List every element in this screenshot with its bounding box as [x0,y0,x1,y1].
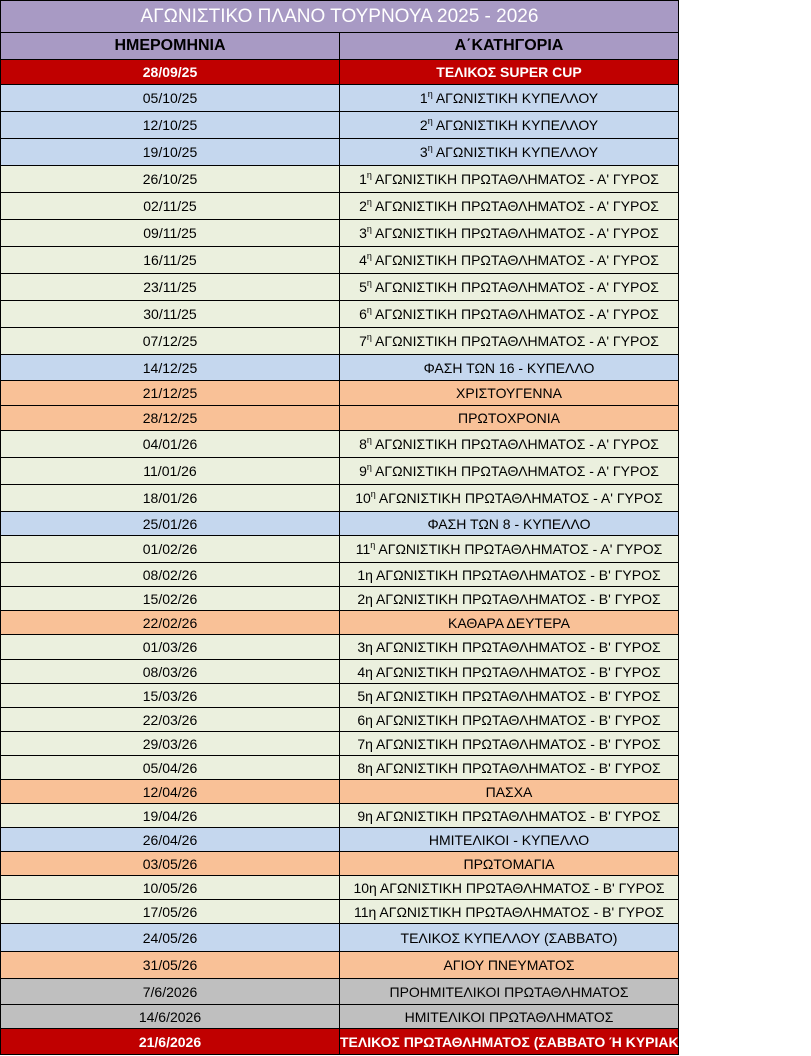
round-number: 3 [359,225,367,241]
round-number: 7 [359,333,367,349]
row-date: 05/10/25 [1,85,340,112]
row-date: 23/11/25 [1,274,340,301]
round-label: ΑΓΩΝΙΣΤΙΚΗ ΠΡΩΤΑΘΛΗΜΑΤΟΣ - Α' ΓΥΡΟΣ [371,198,659,214]
title-row [1,1,679,33]
row-date: 17/05/26 [1,900,340,924]
round-label: ΑΓΩΝΙΣΤΙΚΗ ΠΡΩΤΑΘΛΗΜΑΤΟΣ - Α' ΓΥΡΟΣ [371,436,659,452]
page-title: ΑΓΩΝΙΣΤΙΚΟ ΠΛΑΝΟ ΤΟΥΡΝΟΥΑ 2025 - 2026 [1,1,679,33]
row-event: ΠΡΩΤΟΜΑΓΙΑ [340,852,679,876]
row-event: 7η ΑΓΩΝΙΣΤΙΚΗ ΠΡΩΤΑΘΛΗΜΑΤΟΣ - Β' ΓΥΡΟΣ [340,732,679,756]
row-date: 28/12/25 [1,406,340,431]
row-event [340,220,679,247]
round-label: ΑΓΩΝΙΣΤΙΚΗ ΠΡΩΤΑΘΛΗΜΑΤΟΣ - Α' ΓΥΡΟΣ [375,541,663,557]
row-event: ΧΡΙΣΤΟΥΓΕΝΝΑ [340,381,679,406]
round-label: ΑΓΩΝΙΣΤΙΚΗ ΠΡΩΤΑΘΛΗΜΑΤΟΣ - Α' ΓΥΡΟΣ [371,225,659,241]
row-event: 2η ΑΓΩΝΙΣΤΙΚΗ ΠΡΩΤΑΘΛΗΜΑΤΟΣ - Β' ΓΥΡΟΣ [340,587,679,611]
round-label: ΑΓΩΝΙΣΤΙΚΗ ΚΥΠΕΛΛΟΥ [432,144,599,160]
table-row [1,828,679,852]
row-date: 03/05/26 [1,852,340,876]
table-row [1,876,679,900]
table-row [1,979,679,1005]
row-event: ΤΕΛΙΚΟΣ SUPER CUP [340,60,679,85]
table-row [1,247,679,274]
row-date: 19/10/25 [1,139,340,166]
row-date: 12/04/26 [1,780,340,804]
row-date: 16/11/25 [1,247,340,274]
round-label: ΑΓΩΝΙΣΤΙΚΗ ΠΡΩΤΑΘΛΗΜΑΤΟΣ - Α' ΓΥΡΟΣ [371,333,659,349]
row-event: 5η ΑΓΩΝΙΣΤΙΚΗ ΠΡΩΤΑΘΛΗΜΑΤΟΣ - Β' ΓΥΡΟΣ [340,684,679,708]
ordinal-suffix: η [366,251,372,261]
row-date: 26/04/26 [1,828,340,852]
round-label: ΑΓΩΝΙΣΤΙΚΗ ΠΡΩΤΑΘΛΗΜΑΤΟΣ - Α' ΓΥΡΟΣ [375,490,663,506]
table-row [1,635,679,660]
table-row [1,684,679,708]
table-row [1,220,679,247]
table-row [1,1029,679,1055]
round-label: ΑΓΩΝΙΣΤΙΚΗ ΠΡΩΤΑΘΛΗΜΑΤΟΣ - Α' ΓΥΡΟΣ [371,306,659,322]
row-date: 29/03/26 [1,732,340,756]
row-event: 10η ΑΓΩΝΙΣΤΙΚΗ ΠΡΩΤΑΘΛΗΜΑΤΟΣ - Β' ΓΥΡΟΣ [340,876,679,900]
row-event: 8η ΑΓΩΝΙΣΤΙΚΗ ΠΡΩΤΑΘΛΗΜΑΤΟΣ - Β' ΓΥΡΟΣ [340,756,679,780]
ordinal-suffix: η [366,332,372,342]
table-row [1,301,679,328]
row-date: 22/02/26 [1,611,340,635]
row-event: ΗΜΙΤΕΛΙΚΟΙ ΠΡΩΤΑΘΛΗΜΑΤΟΣ [340,1005,679,1029]
row-date: 02/11/25 [1,193,340,220]
round-label: ΑΓΩΝΙΣΤΙΚΗ ΚΥΠΕΛΛΟΥ [432,117,599,133]
table-row [1,139,679,166]
round-number: 9 [359,463,367,479]
row-event [340,328,679,355]
ordinal-suffix: η [427,143,433,153]
table-row [1,587,679,611]
row-event [340,485,679,512]
table-row [1,274,679,301]
row-date: 15/02/26 [1,587,340,611]
row-date: 10/05/26 [1,876,340,900]
table-row [1,1005,679,1029]
round-number: 3 [419,144,428,160]
row-date: 09/11/25 [1,220,340,247]
ordinal-suffix: η [427,89,433,99]
row-event [340,166,679,193]
row-event: 9η ΑΓΩΝΙΣΤΙΚΗ ΠΡΩΤΑΘΛΗΜΑΤΟΣ - Β' ΓΥΡΟΣ [340,804,679,828]
row-date: 24/05/26 [1,924,340,952]
row-date: 04/01/26 [1,431,340,458]
table-row [1,485,679,512]
ordinal-suffix: η [366,278,372,288]
table-row [1,804,679,828]
row-date: 21/12/25 [1,381,340,406]
row-event: ΠΡΩΤΟΧΡΟΝΙΑ [340,406,679,431]
round-number: 11 [355,541,371,557]
row-event: 1η ΑΓΩΝΙΣΤΙΚΗ ΠΡΩΤΑΘΛΗΜΑΤΟΣ - Β' ΓΥΡΟΣ [340,563,679,587]
table-row [1,355,679,381]
row-event: ΗΜΙΤΕΛΙΚΟΙ - ΚΥΠΕΛΛΟ [340,828,679,852]
table-row [1,328,679,355]
row-date: 15/03/26 [1,684,340,708]
round-number: 6 [359,306,367,322]
row-date: 22/03/26 [1,708,340,732]
row-event: ΦΑΣΗ ΤΩΝ 8 - ΚΥΠΕΛΛΟ [340,512,679,536]
ordinal-suffix: η [366,462,372,472]
table-row [1,406,679,431]
row-event: ΤΕΛΙΚΟΣ ΠΡΩΤΑΘΛΗΜΑΤΟΣ (ΣΑΒΒΑΤΟ Ή ΚΥΡΙΑΚΗ) - ΤΕΛΕΤΗ ΛΗΞΗΣ [340,1029,679,1055]
table-row [1,732,679,756]
table-row [1,660,679,684]
ordinal-suffix: η [366,170,372,180]
round-label: ΑΓΩΝΙΣΤΙΚΗ ΠΡΩΤΑΘΛΗΜΑΤΟΣ - Α' ΓΥΡΟΣ [371,171,659,187]
row-event: ΦΑΣΗ ΤΩΝ 16 - ΚΥΠΕΛΛΟ [340,355,679,381]
table-row [1,381,679,406]
ordinal-suffix: η [366,224,372,234]
table-row [1,85,679,112]
table-row [1,60,679,85]
row-date: 12/10/25 [1,112,340,139]
round-number: 5 [359,279,367,295]
row-event [340,193,679,220]
row-date: 21/6/2026 [1,1029,340,1055]
round-number: 1 [419,90,428,106]
round-number: 1 [359,171,367,187]
table-row [1,780,679,804]
row-event: ΤΕΛΙΚΟΣ ΚΥΠΕΛΛΟΥ (ΣΑΒΒΑΤΟ) [340,924,679,952]
row-event [340,139,679,166]
row-date: 18/01/26 [1,485,340,512]
row-date: 31/05/26 [1,952,340,979]
row-date: 08/02/26 [1,563,340,587]
round-number: 2 [359,198,367,214]
table-row [1,900,679,924]
row-date: 25/01/26 [1,512,340,536]
table-row [1,536,679,563]
table-row [1,611,679,635]
row-event: 11η ΑΓΩΝΙΣΤΙΚΗ ΠΡΩΤΑΘΛΗΜΑΤΟΣ - Β' ΓΥΡΟΣ [340,900,679,924]
row-event [340,301,679,328]
table-row [1,952,679,979]
row-date: 28/09/25 [1,60,340,85]
round-number: 2 [419,117,428,133]
row-date: 11/01/26 [1,458,340,485]
round-label: ΑΓΩΝΙΣΤΙΚΗ ΠΡΩΤΑΘΛΗΜΑΤΟΣ - Α' ΓΥΡΟΣ [371,252,659,268]
round-number: 10 [355,490,371,506]
row-date: 26/10/25 [1,166,340,193]
table-row [1,166,679,193]
round-number: 8 [359,436,367,452]
row-event: 6η ΑΓΩΝΙΣΤΙΚΗ ΠΡΩΤΑΘΛΗΜΑΤΟΣ - Β' ΓΥΡΟΣ [340,708,679,732]
row-date: 7/6/2026 [1,979,340,1005]
row-event: 3η ΑΓΩΝΙΣΤΙΚΗ ΠΡΩΤΑΘΛΗΜΑΤΟΣ - Β' ΓΥΡΟΣ [340,635,679,660]
row-event: ΠΡΟΗΜΙΤΕΛΙΚΟΙ ΠΡΩΤΑΘΛΗΜΑΤΟΣ [340,979,679,1005]
round-label: ΑΓΩΝΙΣΤΙΚΗ ΠΡΩΤΑΘΛΗΜΑΤΟΣ - Α' ΓΥΡΟΣ [371,463,659,479]
row-event [340,247,679,274]
row-date: 01/02/26 [1,536,340,563]
row-event [340,112,679,139]
row-event: 4η ΑΓΩΝΙΣΤΙΚΗ ΠΡΩΤΑΘΛΗΜΑΤΟΣ - Β' ΓΥΡΟΣ [340,660,679,684]
row-event: ΠΑΣΧΑ [340,780,679,804]
table-row [1,563,679,587]
row-event [340,458,679,485]
table-row [1,431,679,458]
ordinal-suffix: η [370,540,376,550]
row-date: 07/12/25 [1,328,340,355]
header-date: ΗΜΕΡΟΜΗΝΙΑ [1,33,340,60]
row-event: ΚΑΘΑΡΑ ΔΕΥΤΕΡΑ [340,611,679,635]
header-row [1,33,679,60]
ordinal-suffix: η [366,435,372,445]
round-label: ΑΓΩΝΙΣΤΙΚΗ ΚΥΠΕΛΛΟΥ [432,90,599,106]
header-category: Α΄ΚΑΤΗΓΟΡΙΑ [340,33,679,60]
round-label: ΑΓΩΝΙΣΤΙΚΗ ΠΡΩΤΑΘΛΗΜΑΤΟΣ - Α' ΓΥΡΟΣ [371,279,659,295]
row-event [340,274,679,301]
ordinal-suffix: η [427,116,433,126]
row-event [340,536,679,563]
row-date: 01/03/26 [1,635,340,660]
ordinal-suffix: η [370,489,376,499]
table-row [1,924,679,952]
row-date: 30/11/25 [1,301,340,328]
row-event [340,431,679,458]
table-row [1,458,679,485]
ordinal-suffix: η [366,197,372,207]
table-row [1,193,679,220]
table-row [1,756,679,780]
table-row [1,708,679,732]
row-event: ΑΓΙΟΥ ΠΝΕΥΜΑΤΟΣ [340,952,679,979]
row-date: 14/12/25 [1,355,340,381]
table-row [1,112,679,139]
row-date: 08/03/26 [1,660,340,684]
row-date: 19/04/26 [1,804,340,828]
row-date: 14/6/2026 [1,1005,340,1029]
ordinal-suffix: η [366,305,372,315]
table-row [1,852,679,876]
round-number: 4 [359,252,367,268]
table-row [1,512,679,536]
row-date: 05/04/26 [1,756,340,780]
row-event [340,85,679,112]
